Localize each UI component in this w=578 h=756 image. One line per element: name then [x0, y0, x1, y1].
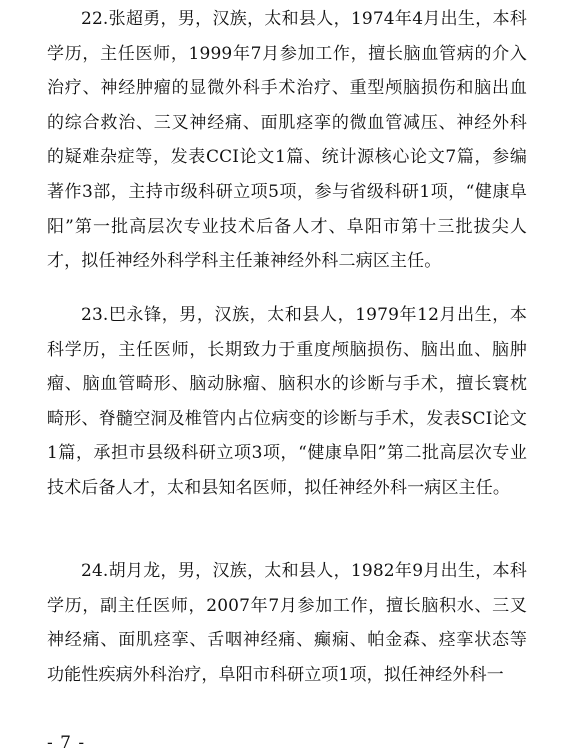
paragraph-22: 22.张超勇，男，汉族，太和县人，1974年4月出生，本科学历，主任医师，1999年7月参加工作，擅长脑血管病的介入治疗、神经肿瘤的显微外科手术治疗、重型颅脑损伤和脑出血的综合救治、三叉神经痛、面肌痉挛的微血管减压、神经外科的疑难杂症等，发表CCI论文1篇、统计源核心论文7篇，参编著作3部，主持市级科研立项5项，参与省级科研1项，“健康阜阳”第一批高层次专业技术后备人才、阜阳市第十三批拔尖人才，拟任神经外科学科主任兼神经外科二病区主任。 — [47, 9, 527, 272]
page-number: - 7 - — [47, 733, 86, 753]
paragraph-23: 23.巴永锋，男，汉族，太和县人，1979年12月出生，本科学历，主任医师，长期致力于重度颅脑损伤、脑出血、脑肿瘤、脑血管畸形、脑动脉瘤、脑积水的诊断与手术，擅长寰枕畸形、脊髓空洞及椎管内占位病变的诊断与手术，发表SCI论文1篇，承担市县级科研立项3项，“健康阜阳”第二批高层次专业技术后备人才，太和县知名医师，拟任神经外科一病区主任。 — [47, 305, 527, 498]
paragraph-24: 24.胡月龙，男，汉族，太和县人，1982年9月出生，本科学历，副主任医师，2007年7月参加工作，擅长脑积水、三叉神经痛、面肌痉挛、舌咽神经痛、癫痫、帕金森、痉挛状态等功能性疾病外科治疗，阜阳市科研立项1项，拟任神经外科一 — [47, 561, 527, 685]
